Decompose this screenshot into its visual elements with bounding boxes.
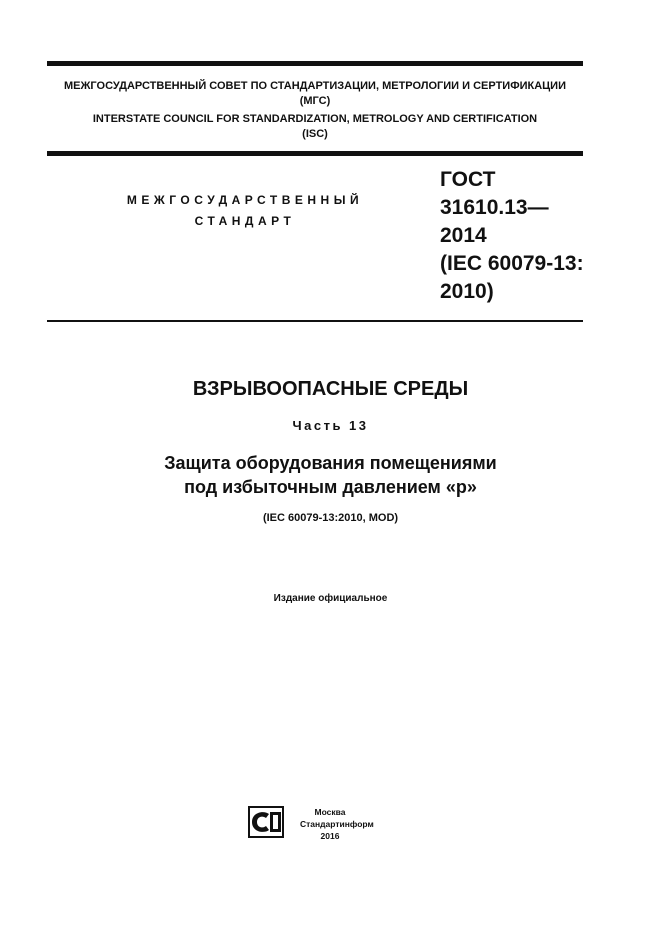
middle-rule (47, 151, 583, 156)
council-abbr-en: (ISC) (302, 128, 328, 140)
designation-line4: (IEC 60079-13: (440, 252, 584, 275)
council-abbr-ru: (МГС) (299, 95, 331, 107)
council-name-en-line1: INTERSTATE COUNCIL FOR STANDARDIZATION, METROLOGY AND CERTIFICATION (92, 113, 538, 125)
document-subtitle (0, 451, 661, 499)
council-name-ru (47, 79, 583, 109)
publisher-block (300, 806, 374, 842)
publisher-city: Москва (314, 807, 346, 817)
council-name-ru-line1: МЕЖГОСУДАРСТВЕННЫЙ СОВЕТ ПО СТАНДАРТИЗАЦИИ, МЕТРОЛОГИИ И СЕРТИФИКАЦИИ (63, 80, 566, 92)
standard-type-line1: МЕЖГОСУДАРСТВЕННЫЙ (126, 193, 364, 207)
bottom-rule (47, 320, 583, 322)
publication-year: 2016 (320, 831, 340, 841)
standartinform-logo-icon (248, 806, 284, 838)
part-number: Часть 13 (292, 418, 369, 433)
subtitle-line2: под избыточным давлением «р» (184, 477, 477, 497)
iec-reference: (IEC 60079-13:2010, MOD) (262, 512, 399, 524)
designation-line3: 2014 (440, 224, 487, 247)
publisher-name: Стандартинформ (300, 819, 374, 829)
designation-line2: 31610.13— (440, 196, 549, 219)
standard-type-label (100, 190, 390, 232)
designation-line1: ГОСТ (440, 168, 496, 191)
designation-line5: 2010) (440, 280, 494, 303)
subtitle-line1: Защита оборудования помещениями (164, 453, 497, 473)
document-title: ВЗРЫВООПАСНЫЕ СРЕДЫ (192, 378, 469, 400)
top-rule (47, 61, 583, 66)
edition-note: Издание официальное (273, 593, 388, 604)
council-name-en (47, 112, 583, 142)
standard-designation (440, 166, 584, 306)
standard-type-line2: СТАНДАРТ (194, 214, 296, 228)
